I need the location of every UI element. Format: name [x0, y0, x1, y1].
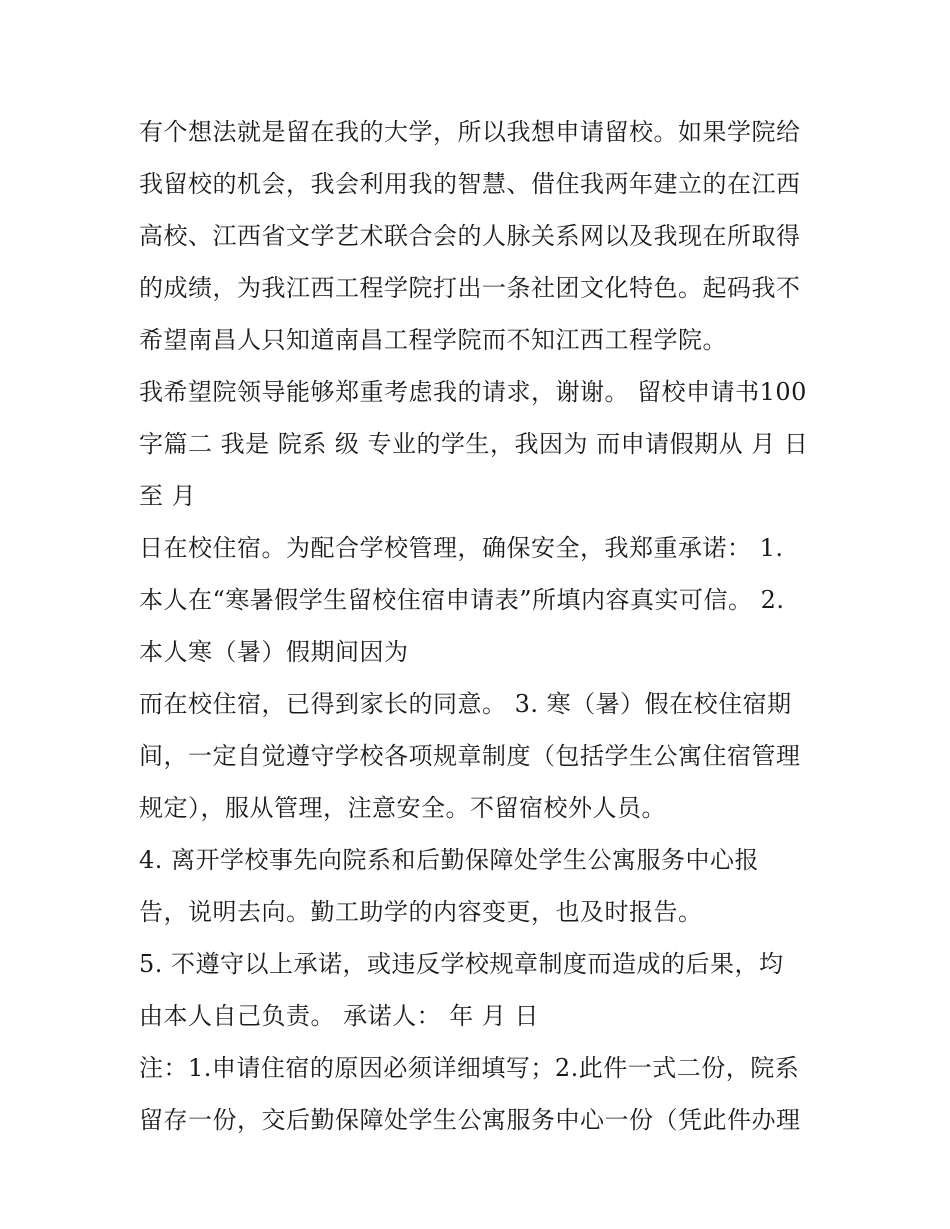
text-line: 间，一定自觉遵守学校各项规章制度（包括学生公寓住宿管理 — [139, 742, 801, 770]
text-line: 由本人自己负责。 承诺人： 年 月 日 — [139, 1002, 540, 1030]
text-line: 希望南昌人只知道南昌工程学院而不知江西工程学院。 — [139, 326, 727, 354]
text-line: 有个想法就是留在我的大学，所以我想申请留校。如果学院给 — [139, 118, 801, 146]
text-line: 的成绩，为我江西工程学院打出一条社团文化特色。起码我不 — [139, 274, 801, 302]
text-line: 告，说明去向。勤工助学的内容变更，也及时报告。 — [139, 898, 703, 926]
text-line: 4. 离开学校事先向院系和后勤保障处学生公寓服务中心报 — [139, 846, 760, 874]
text-line: 留存一份，交后勤保障处学生公寓服务中心一份（凭此件办理 — [139, 1106, 801, 1134]
text-line: 高校、江西省文学艺术联合会的人脉关系网以及我现在所取得 — [139, 222, 801, 250]
text-line: 本人寒（暑）假期间因为 — [139, 638, 409, 666]
text-line: 注：1.申请住宿的原因必须详细填写；2.此件一式二份，院系 — [139, 1054, 800, 1082]
text-line: 我希望院领导能够郑重考虑我的请求，谢谢。 留校申请书100 — [139, 378, 807, 406]
text-line: 至 月 — [139, 482, 197, 510]
document-body — [139, 106, 829, 1146]
text-line: 我留校的机会，我会利用我的智慧、借住我两年建立的在江西 — [139, 170, 801, 198]
text-line: 而在校住宿，已得到家长的同意。 3. 寒（暑）假在校住宿期 — [139, 690, 792, 718]
text-line: 本人在“寒暑假学生留校住宿申请表”所填内容真实可信。 2. — [139, 586, 785, 614]
text-line: 日在校住宿。为配合学校管理，确保安全，我郑重承诺： 1. — [139, 534, 784, 562]
text-line: 5. 不遵守以上承诺，或违反学校规章制度而造成的后果，均 — [139, 950, 784, 978]
text-line: 规定），服从管理，注意安全。不留宿校外人员。 — [139, 794, 666, 822]
text-line: 字篇二 我是 院系 级 专业的学生，我因为 而申请假期从 月 日 — [139, 430, 809, 458]
